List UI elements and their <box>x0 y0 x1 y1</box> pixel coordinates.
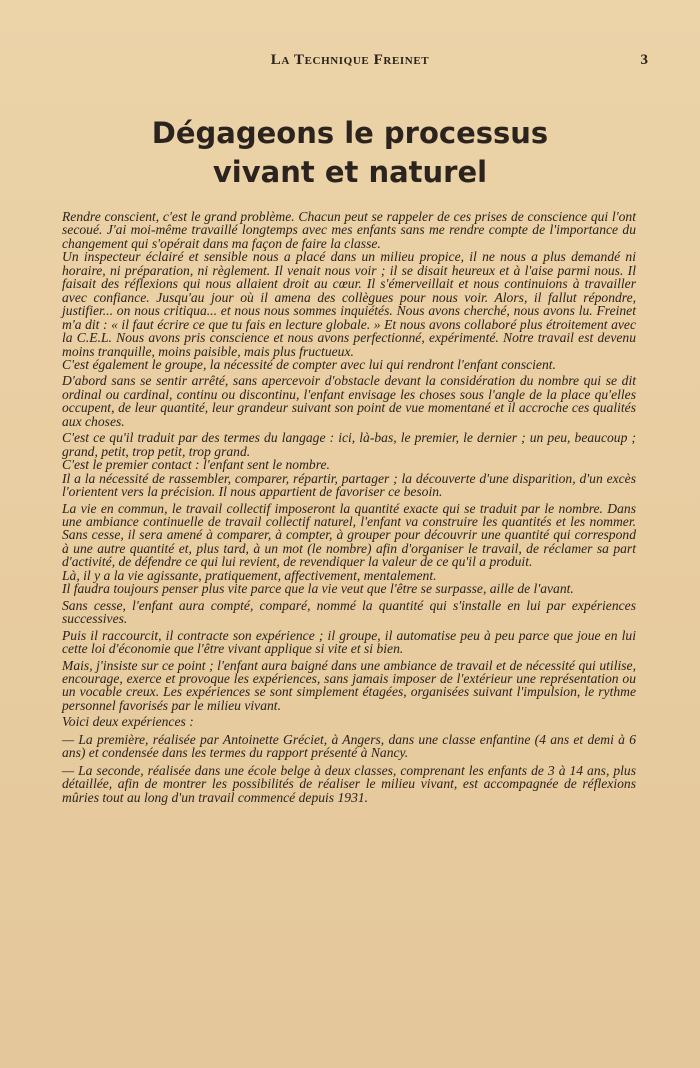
experience-item: — La seconde, réalisée dans une école belge à deux classes, comprenant les enfants de 3 à 14 ans, plus détaillée, afin de montrer les possibilités de réaliser le milieu vivant, est accompagnée de réflexions mûries tout au long d'un travail commencé depuis 1931. <box>62 762 636 805</box>
experience-list <box>62 733 636 804</box>
paragraph: C'est également le groupe, la nécessité de compter avec lui qui rendront l'enfant conscient. <box>62 356 556 372</box>
paragraph: La vie en commun, le travail collectif imposeront la quantité exacte qui se traduit par le nombre. Dans une ambiance continuelle de travail collectif naturel, l'enfant va construire les quantités et les nommer. Sans cesse, il sera amené à comparer, à compter, à grouper pour découvrir une quantité qui correspond à une autre quantité et, plus tard, à un mot (le nombre) afin d'organiser le travail, de réclamer sa part d'activité, de défendre ce qui lui revient, de revendiquer la valeur de ce qu'il a produit. <box>62 500 636 570</box>
paragraph: Un inspecteur éclairé et sensible nous a placé dans un milieu propice, il ne nous a plus demandé ni horaire, ni préparation, ni règlement. Il venait nous voir ; il se disait heureux et à l'aise parmi nous. Il faisait des réflexions qui nous allaient droit au cœur. Il s'émerveillait et nous continuions à travailler avec confiance. Jusqu'au jour où il amena des collègues pour nous voir. Alors, il fallut répondre, justifier... on nous critiqua... et nous nous sommes inquiétés. Nous avons cherché, nous avons lu. Freinet m'a dit : « il faut écrire ce que tu fais en lecture globale. » Et nous avons collaboré plus étroitement avec la C.E.L. Nous avons pris conscience et nous avons perfectionné, expérimenté. Notre travail est devenu moins tranquille, moins paisible, mais plus fructueux. <box>62 249 636 359</box>
journal-title: La Technique Freinet <box>270 52 430 68</box>
experience-item: — La première, réalisée par Antoinette Gréciet, à Angers, dans une classe enfantine (4 ans et demi à 6 ans) et condensée dans les termes du rapport présenté à Nancy. <box>62 731 636 761</box>
article-title-line-1: Dégageons le processus <box>151 116 549 150</box>
paragraph: Il faudra toujours penser plus vite parce que la vie veut que l'être se surpasse, aille de l'avant. <box>62 581 574 597</box>
paragraph: Mais, j'insiste sur ce point ; l'enfant aura baigné dans une ambiance de travail et de nécessité qui utilise, encourage, exerce et provoque les expériences, sans jamais imposer de l'extérieur une représentation ou un vocable creux. Les expériences se sont simplement étagées, organisées suivant l'impulsion, le rythme personnel favorisés par le milieu vivant. <box>62 657 636 713</box>
article-body <box>62 210 636 804</box>
paragraph: C'est ce qu'il traduit par des termes du langage : ici, là-bas, le premier, le dernier ; un peu, beaucoup ; grand, petit, trop petit, trop grand. <box>62 430 636 459</box>
paragraph: Voici deux expériences : <box>62 714 194 730</box>
paragraph: Là, il y a la vie agissante, pratiquement, affectivement, mentalement. <box>62 567 437 583</box>
paragraph: Puis il raccourcit, il contracte son expérience ; il groupe, il automatise peu à peu parce que joue en lui cette loi d'économie que l'être vivant applique si vite et si bien. <box>62 627 636 657</box>
running-head <box>0 52 700 74</box>
paragraph: Sans cesse, l'enfant aura compté, comparé, nommé la quantité qui s'installe en lui par expériences successives. <box>62 597 636 627</box>
paragraph: C'est le premier contact : l'enfant sent le nombre. <box>62 457 330 473</box>
paragraph: Rendre conscient, c'est le grand problème. Chacun peut se rappeler de ces prises de conscience qui l'ont secoué. J'ai moi-même travaillé longtemps avec mes enfants sans me rendre compte de l'importance du changement qui s'opérait dans ma façon de faire la classe. <box>62 209 636 251</box>
article-title-line-2: vivant et naturel <box>212 155 488 189</box>
paragraph: Il a la nécessité de rassembler, comparer, répartir, partager ; la découverte d'une disparition, d'un excès l'orientent vers la précision. Il nous appartient de favoriser ce besoin. <box>62 470 636 500</box>
paragraph: D'abord sans se sentir arrêté, sans apercevoir d'obstacle devant la considération du nombre qui se dit ordinal ou cardinal, continu ou discontinu, l'enfant envisage les choses sous l'angle de la place qu'elles occupent, de leur quantité, leur grandeur suivant son point de vue momentané et il accroche ces qualités aux choses. <box>62 373 636 429</box>
page-number: 3 <box>640 52 648 68</box>
article-title <box>0 114 700 192</box>
